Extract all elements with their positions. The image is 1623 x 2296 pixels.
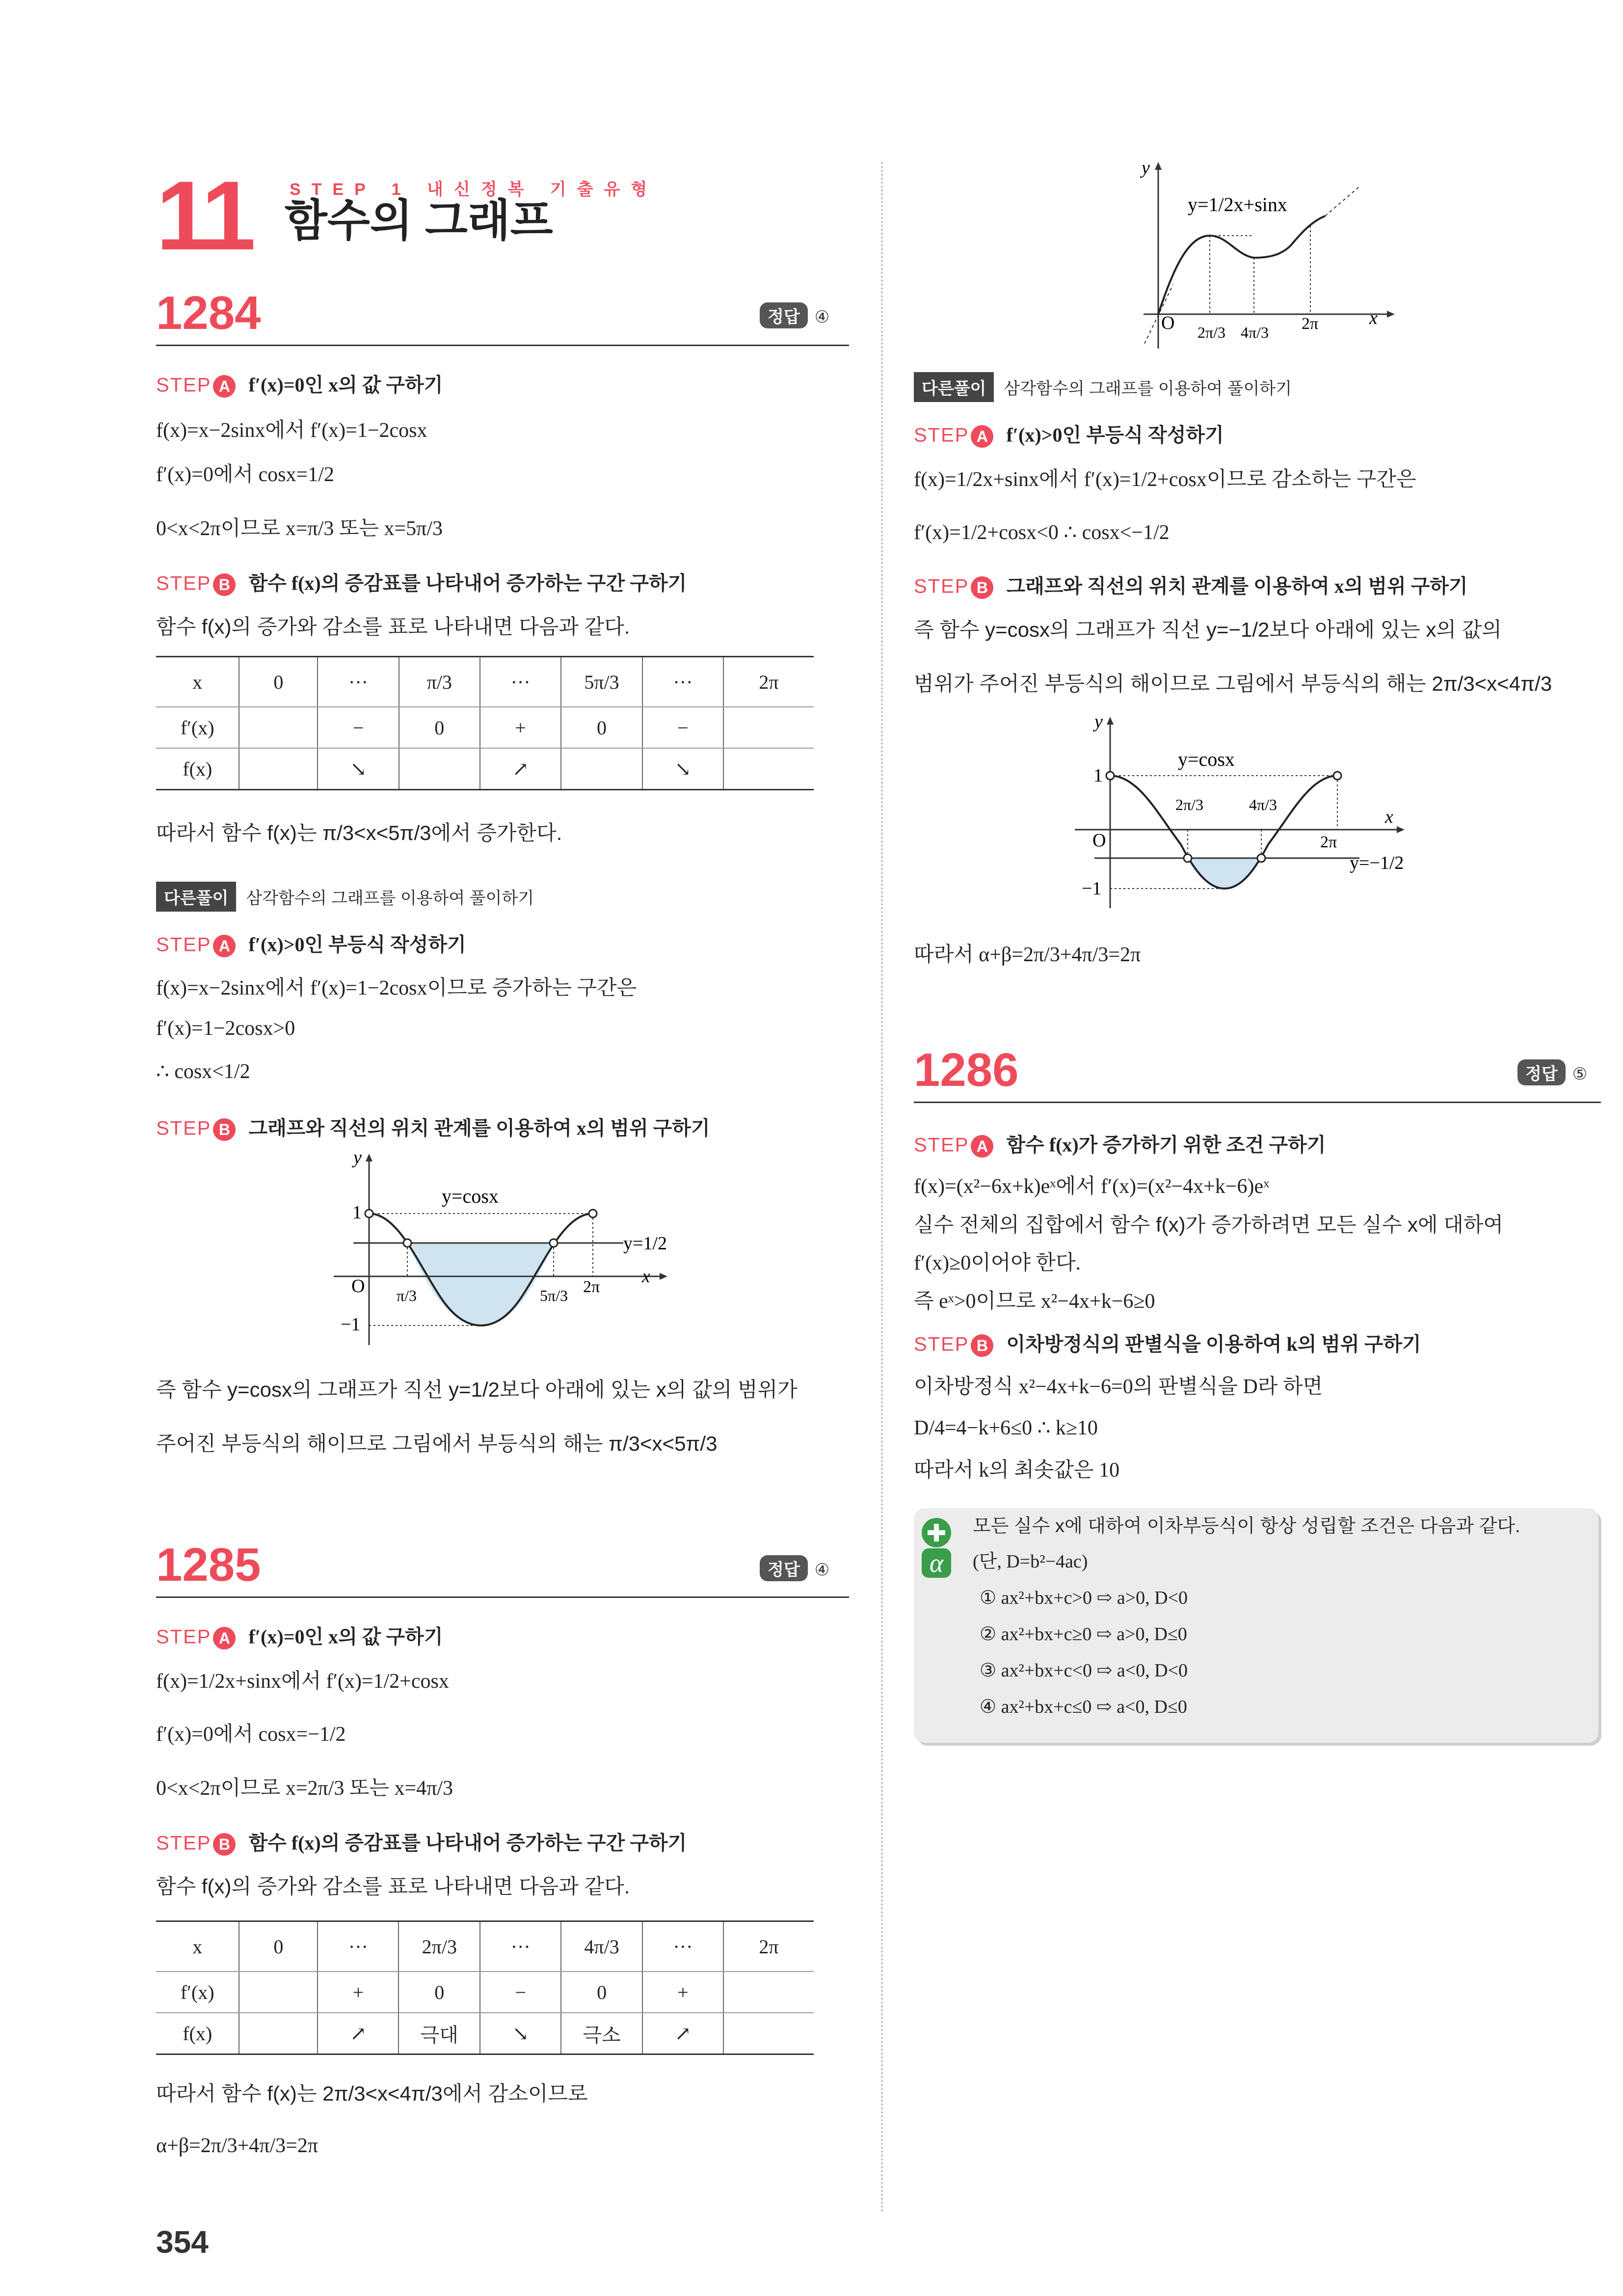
line: D/4=4−k+6≤0 ∴ k≥10	[914, 1417, 1098, 1439]
point-marker	[1333, 772, 1341, 780]
line: f(x)=1/2x+sinx에서 f′(x)=1/2+cosx이므로 감소하는 구간은	[914, 468, 1416, 491]
tick-label: 2π	[1302, 315, 1319, 333]
alt-step-b-1284: STEP B 그래프와 직선의 위치 관계를 이용하여 x의 범위 구하기	[156, 1118, 710, 1141]
line: 따라서 함수 f(x)는 2π/3<x<4π/3에서 감소이므로	[156, 2082, 588, 2105]
tick-label: π/3	[397, 1287, 417, 1304]
answer-tag: 정답	[760, 1555, 808, 1581]
table-cell: 0	[399, 707, 480, 748]
tick-label: 5π/3	[540, 1287, 568, 1304]
tick-label: 2π/3	[1175, 796, 1204, 813]
line: f(x)=x−2sinx에서 f′(x)=1−2cosx이므로 증가하는 구간은	[156, 977, 637, 999]
tick-label: 2π/3	[1197, 324, 1226, 341]
line: 즉 eˣ>0이므로 x²−4x+k−6≥0	[914, 1290, 1155, 1313]
problem-number-1284: 1284	[156, 287, 261, 339]
line: f′(x)=0에서 cosx=−1/2	[156, 1723, 346, 1746]
section-rule	[156, 1596, 849, 1598]
tip-line: ④ ax²+bx+c≤0 ⇨ a<0, D≤0	[980, 1697, 1187, 1717]
point-marker	[365, 1210, 373, 1217]
x-axis-arrow	[1387, 311, 1395, 318]
table-row	[156, 748, 814, 790]
function-curve	[1158, 216, 1325, 314]
table-cell: ···	[642, 1921, 723, 1972]
answer-badge-1285	[760, 1555, 829, 1581]
line-label: y=1/2	[623, 1233, 667, 1254]
line: f′(x)≥0이어야 한다.	[914, 1252, 1081, 1274]
line: f′(x)=1−2cosx>0	[156, 1017, 295, 1040]
answer-tag: 정답	[760, 302, 808, 328]
line: 즉 함수 y=cosx의 그래프가 직선 y=−1/2보다 아래에 있는 x의 값의	[914, 618, 1502, 641]
alt-step-b-1285: STEP B 그래프와 직선의 위치 관계를 이용하여 x의 범위 구하기	[914, 576, 1468, 599]
table-cell: +	[480, 707, 561, 748]
origin-label: O	[1161, 313, 1175, 333]
y-axis-label: y	[353, 1149, 362, 1168]
table-cell: f′(x)	[156, 1972, 239, 2013]
alt-step-a-1284: STEP A f′(x)>0인 부등식 작성하기	[156, 935, 466, 957]
tick-label: 4π/3	[1241, 324, 1269, 341]
svg-text:α: α	[929, 1548, 944, 1578]
table-cell: ···	[318, 657, 399, 707]
table-cell: ↗	[318, 2013, 399, 2054]
table-cell: ↘	[642, 748, 723, 790]
alt-desc: 삼각함수의 그래프를 이용하여 풀이하기	[246, 889, 534, 908]
table-row	[156, 707, 814, 748]
table-cell	[561, 748, 642, 790]
asymptote-dashed	[1325, 187, 1359, 216]
point-marker	[403, 1239, 411, 1247]
x-axis-label: x	[642, 1266, 650, 1287]
table-cell	[723, 707, 814, 748]
point-marker	[589, 1210, 597, 1217]
table-cell: x	[156, 657, 239, 707]
step-a-1285: STEP A f′(x)=0인 x의 값 구하기	[156, 1627, 443, 1649]
line: ∴ cosx<1/2	[156, 1060, 250, 1083]
table-cell: ↘	[318, 748, 399, 790]
table-cell: 극대	[399, 2013, 480, 2054]
y-axis-arrow	[1107, 717, 1114, 725]
alt-desc: 삼각함수의 그래프를 이용하여 풀이하기	[1004, 379, 1292, 398]
table-cell: ···	[480, 657, 561, 707]
line: 따라서 함수 f(x)는 π/3<x<5π/3에서 증가한다.	[156, 821, 562, 844]
tick-label: −1	[341, 1314, 361, 1335]
line: 즉 함수 y=cosx의 그래프가 직선 y=1/2보다 아래에 있는 x의 값의 범위가	[156, 1378, 798, 1401]
line: α+β=2π/3+4π/3=2π	[156, 2134, 319, 2157]
step-b-1284: STEP B 함수 f(x)의 증감표를 나타내어 증가하는 구간 구하기	[156, 573, 687, 596]
problem-number-1285: 1285	[156, 1539, 261, 1591]
step-b-1286: STEP B 이차방정식의 판별식을 이용하여 k의 범위 구하기	[914, 1334, 1421, 1357]
graph-half-x-plus-sin	[1114, 157, 1418, 353]
answer-value: ④	[814, 1561, 830, 1579]
table-row	[156, 657, 814, 707]
origin-label: O	[351, 1276, 365, 1297]
line: 주어진 부등식의 해이므로 그림에서 부등식의 해는 π/3<x<5π/3	[156, 1432, 718, 1455]
table-cell: +	[642, 1972, 723, 2013]
answer-badge-1286	[1517, 1059, 1587, 1085]
y-axis-arrow	[1155, 162, 1162, 170]
line: 이차방정식 x²−4x+k−6=0의 판별식을 D라 하면	[914, 1376, 1323, 1398]
table-cell: +	[318, 1972, 399, 2013]
tip-line: ③ ax²+bx+c<0 ⇨ a<0, D<0	[980, 1660, 1188, 1681]
variation-table-1285	[156, 1920, 814, 2055]
table-row	[156, 2013, 814, 2054]
curve-label: y=cosx	[442, 1185, 499, 1207]
tip-line: (단, D=b²−4ac)	[973, 1551, 1088, 1572]
table-cell	[399, 748, 480, 790]
tick-label: 2π	[1320, 833, 1337, 851]
table-cell	[239, 1972, 318, 2013]
column-divider	[881, 162, 883, 2214]
tip-line: 모든 실수 x에 대하여 이차부등식이 항상 성립할 조건은 다음과 같다.	[973, 1516, 1520, 1537]
shaded-region	[407, 1243, 554, 1325]
x-axis-arrow	[660, 1273, 667, 1280]
table-cell: ···	[642, 657, 723, 707]
table-cell: 극소	[561, 2013, 642, 2054]
step-a-1284: STEP A f′(x)=0인 x의 값 구하기	[156, 375, 443, 398]
table-cell: 0	[399, 1972, 480, 2013]
graph-cos-half	[324, 1149, 677, 1355]
section-rule	[156, 345, 849, 346]
x-axis-label: x	[1369, 308, 1378, 328]
table-cell: π/3	[399, 657, 480, 707]
tick-label: −1	[1082, 878, 1102, 899]
step-b-1285: STEP B 함수 f(x)의 증감표를 나타내어 증가하는 구간 구하기	[156, 1833, 687, 1856]
table-row	[156, 1921, 814, 1972]
point-marker	[1257, 854, 1265, 862]
problem-number-1286: 1286	[914, 1044, 1019, 1096]
line-label: y=−1/2	[1350, 853, 1404, 873]
chapter-number: 11	[156, 161, 252, 270]
line: f(x)=x−2sinx에서 f′(x)=1−2cosx	[156, 419, 427, 442]
point-marker	[550, 1239, 558, 1247]
answer-tag: 정답	[1517, 1059, 1566, 1085]
line: f′(x)=0에서 cosx=1/2	[156, 463, 334, 486]
step-label: STEP 1 내신정복 기출유형	[290, 180, 658, 199]
origin-label: O	[1092, 830, 1106, 851]
line: 실수 전체의 집합에서 함수 f(x)가 증가하려면 모든 실수 x에 대하여	[914, 1213, 1503, 1236]
line: 함수 f(x)의 증가와 감소를 표로 나타내면 다음과 같다.	[156, 615, 630, 638]
table-cell: 2π	[723, 1921, 814, 1972]
table-cell	[239, 707, 318, 748]
tip-line: ② ax²+bx+c≥0 ⇨ a>0, D≤0	[980, 1624, 1187, 1645]
table-cell	[239, 748, 318, 790]
x-axis-label: x	[1385, 807, 1393, 827]
table-cell: 2π	[723, 657, 814, 707]
tick-label: 4π/3	[1249, 796, 1277, 813]
y-axis-label: y	[1142, 158, 1150, 178]
table-cell: −	[642, 707, 723, 748]
table-cell: f(x)	[156, 2013, 239, 2054]
page-number: 354	[156, 2224, 209, 2260]
tip-line: ① ax²+bx+c>0 ⇨ a>0, D<0	[980, 1588, 1188, 1608]
point-marker	[1184, 854, 1192, 862]
table-cell: 4π/3	[561, 1921, 642, 1972]
alt-tag: 다른풀이	[914, 372, 994, 402]
point-marker	[1106, 772, 1114, 780]
table-cell: ···	[480, 1921, 561, 1972]
table-cell	[723, 748, 814, 790]
table-cell: x	[156, 1921, 239, 1972]
table-cell: 0	[561, 707, 642, 748]
curve-label: y=1/2x+sinx	[1188, 193, 1287, 216]
tick-label: 1	[1093, 765, 1103, 786]
line: 함수 f(x)의 증가와 감소를 표로 나타내면 다음과 같다.	[156, 1875, 630, 1898]
tick-label: 1	[352, 1202, 362, 1223]
step-a-1286: STEP A 함수 f(x)가 증가하기 위한 조건 구하기	[914, 1135, 1326, 1158]
table-cell: 0	[561, 1972, 642, 2013]
y-axis-label: y	[1094, 712, 1103, 732]
table-cell	[723, 2013, 814, 2054]
variation-table-1284	[156, 656, 814, 790]
line: f(x)=1/2x+sinx에서 f′(x)=1/2+cosx	[156, 1670, 449, 1693]
answer-value: ④	[814, 308, 830, 326]
table-cell	[239, 2013, 318, 2054]
tick-label: 2π	[583, 1278, 600, 1296]
line: f(x)=(x²−6x+k)eˣ에서 f′(x)=(x²−4x+k−6)eˣ	[914, 1175, 1270, 1198]
alt-step-a-1285: STEP A f′(x)>0인 부등식 작성하기	[914, 425, 1224, 448]
table-cell: 0	[239, 657, 318, 707]
line: 0<x<2π이므로 x=π/3 또는 x=5π/3	[156, 517, 443, 540]
answer-badge-1284	[760, 302, 829, 328]
table-cell: 5π/3	[561, 657, 642, 707]
table-cell: f(x)	[156, 748, 239, 790]
table-cell: ↘	[480, 2013, 561, 2054]
table-cell: 0	[239, 1921, 318, 1972]
graph-cos-neg-half	[1065, 712, 1438, 918]
line: 따라서 α+β=2π/3+4π/3=2π	[914, 944, 1141, 966]
alt-solution-bar-1285	[914, 372, 1292, 402]
curve-label: y=cosx	[1178, 748, 1235, 770]
table-cell: −	[318, 707, 399, 748]
line: 따라서 k의 최솟값은 10	[914, 1459, 1120, 1482]
table-cell	[723, 1972, 814, 2013]
answer-value: ⑤	[1572, 1065, 1588, 1083]
alt-solution-bar-1284	[156, 882, 534, 912]
table-cell: ···	[318, 1921, 399, 1972]
line: f′(x)=1/2+cosx<0 ∴ cosx<−1/2	[914, 521, 1170, 544]
x-axis-arrow	[1397, 826, 1405, 833]
y-axis-arrow	[366, 1154, 372, 1162]
table-cell: f′(x)	[156, 707, 239, 748]
table-cell: ↗	[480, 748, 561, 790]
table-cell: ↗	[642, 2013, 723, 2054]
plus-alpha-icon	[917, 1517, 956, 1581]
chapter-title: 함수의 그래프	[285, 196, 553, 245]
table-cell: 2π/3	[399, 1921, 480, 1972]
section-rule	[914, 1102, 1601, 1103]
table-row	[156, 1972, 814, 2013]
table-cell: −	[480, 1972, 561, 2013]
alt-tag: 다른풀이	[156, 882, 236, 912]
line: 0<x<2π이므로 x=2π/3 또는 x=4π/3	[156, 1777, 453, 1800]
line: 범위가 주어진 부등식의 해이므로 그림에서 부등식의 해는 2π/3<x<4π/3	[914, 672, 1552, 695]
